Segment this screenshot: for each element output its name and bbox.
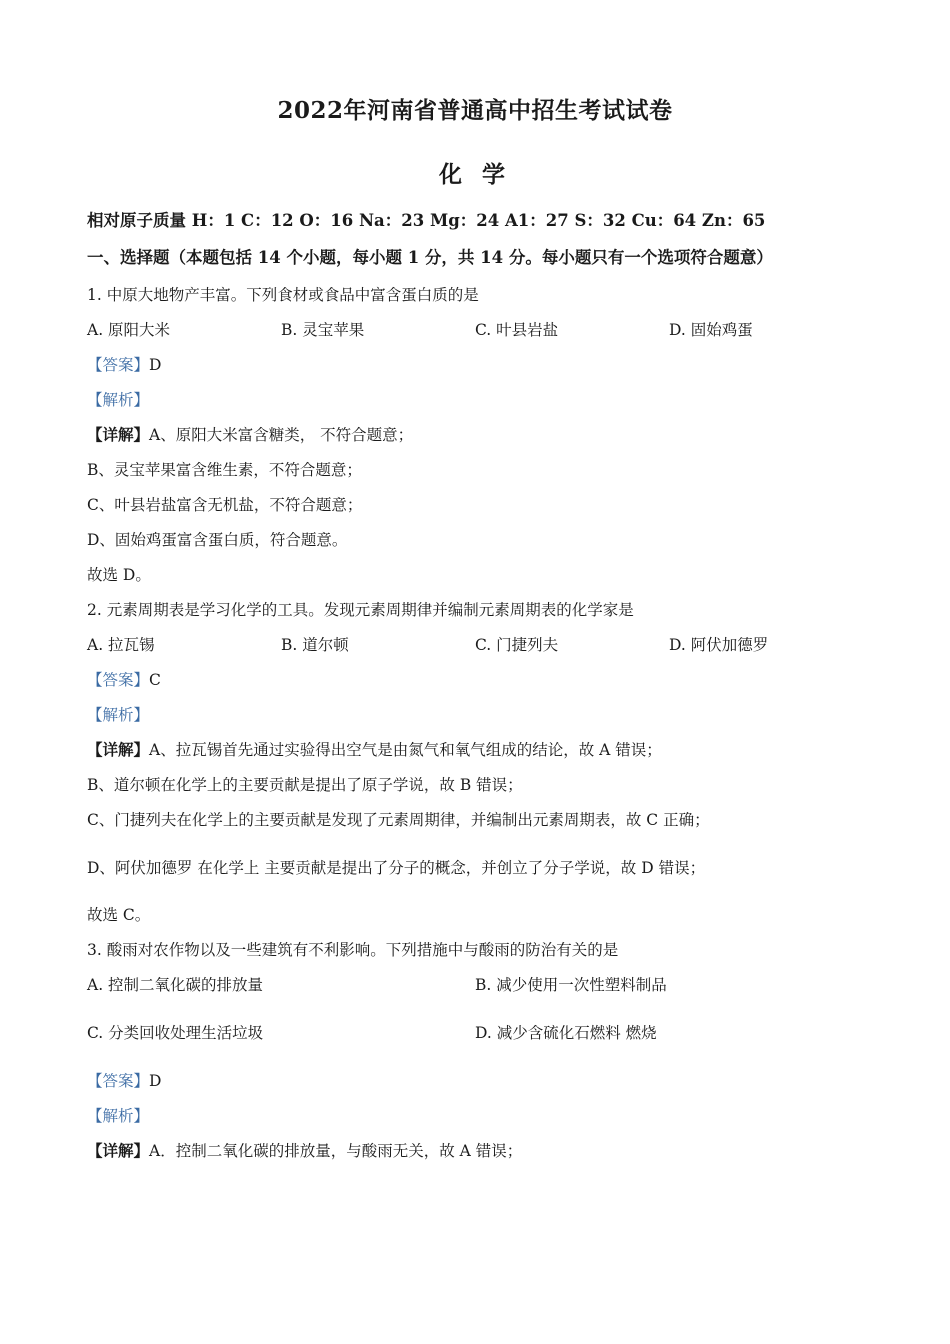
q2-answer	[87, 670, 161, 690]
page-title: 2022年河南省普通高中招生考试试卷	[277, 97, 673, 124]
q2-option-b: B. 道尔顿	[281, 636, 349, 654]
q1-analysis	[87, 390, 149, 410]
q2-stem: 2. 元素周期表是学习化学的工具。发现元素周期律并编制元素周期表的化学家是	[87, 601, 634, 619]
q3-detail	[87, 1141, 522, 1161]
q2-option-a: A. 拉瓦锡	[87, 636, 155, 654]
q3-analysis	[87, 1106, 149, 1126]
q2-option-c: C. 门捷列夫	[475, 636, 559, 654]
detail-label: 【详解】	[87, 1141, 150, 1160]
q3-option-a: A. 控制二氧化碳的排放量	[87, 976, 264, 994]
q2-analysis	[87, 705, 149, 725]
q3-option-b: B. 减少使用一次性塑料制品	[475, 976, 667, 994]
analysis-label: 【解析】	[87, 706, 150, 724]
q2-option-d: D. 阿伏加德罗	[669, 636, 769, 654]
q1-option-b: B. 灵宝苹果	[281, 321, 365, 339]
q3-option-d: D. 减少含硫化石燃料 燃烧	[475, 1024, 657, 1042]
q1-answer	[87, 355, 161, 375]
q1-detail-line: C、叶县岩盐富含无机盐，不符合题意；	[87, 496, 363, 514]
q1-detail-line: B、灵宝苹果富含维生素，不符合题意；	[87, 461, 362, 479]
subject-title: 化 学	[438, 161, 511, 188]
q3-stem: 3. 酸雨对农作物以及一些建筑有不利影响。下列措施中与酸雨的防治有关的是	[87, 941, 619, 959]
q3-option-c: C. 分类回收处理生活垃圾	[87, 1024, 264, 1042]
analysis-label: 【解析】	[87, 391, 150, 409]
detail-label: 【详解】	[87, 740, 150, 759]
q1-stem: 1. 中原大地物产丰富。下列食材或食品中富含蛋白质的是	[87, 286, 479, 304]
q1-option-a: A. 原阳大米	[87, 321, 171, 339]
q1-detail-line: D、固始鸡蛋富含蛋白质，符合题意。	[87, 531, 348, 549]
q1-answer-value: D	[149, 356, 162, 374]
q2-detail-line: D、阿伏加德罗 在化学上 主要贡献是提出了分子的概念，并创立了分子学说，故 D 错误；	[87, 859, 706, 877]
q2-conclusion: 故选 C。	[87, 906, 151, 924]
answer-label: 【答案】	[87, 356, 150, 374]
q2-detail	[87, 740, 662, 760]
answer-label: 【答案】	[87, 1072, 150, 1090]
q3-detail-first: A．控制二氧化碳的排放量，与酸雨无关，故 A 错误；	[149, 1142, 523, 1160]
q2-detail-line: B、道尔顿在化学上的主要贡献是提出了原子学说，故 B 错误；	[87, 776, 523, 794]
section-heading: 一、选择题（本题包括 14 个小题，每小题 1 分，共 14 分。每小题只有一个选项符合题意）	[87, 248, 773, 267]
q1-option-c: C. 叶县岩盐	[475, 321, 559, 339]
q3-answer-value: D	[149, 1072, 162, 1090]
answer-label: 【答案】	[87, 671, 150, 689]
q1-detail	[87, 425, 413, 445]
analysis-label: 【解析】	[87, 1107, 150, 1125]
q3-answer	[87, 1071, 161, 1091]
q2-answer-value: C	[149, 671, 161, 689]
q1-conclusion: 故选 D。	[87, 566, 151, 584]
q2-detail-first: A、拉瓦锡首先通过实验得出空气是由氮气和氧气组成的结论，故 A 错误；	[149, 741, 662, 759]
q1-detail-first: A、原阳大米富含糖类， 不符合题意；	[149, 426, 414, 444]
q1-option-d: D. 固始鸡蛋	[669, 321, 753, 339]
detail-label: 【详解】	[87, 425, 150, 444]
atomic-masses: 相对原子质量 H：1 C：12 O：16 Na：23 Mg：24 A1：27 S：32 Cu：64 Zn：65	[87, 211, 766, 230]
q2-detail-line: C、门捷列夫在化学上的主要贡献是发现了元素周期律，并编制出元素周期表，故 C 正确；	[87, 811, 710, 829]
